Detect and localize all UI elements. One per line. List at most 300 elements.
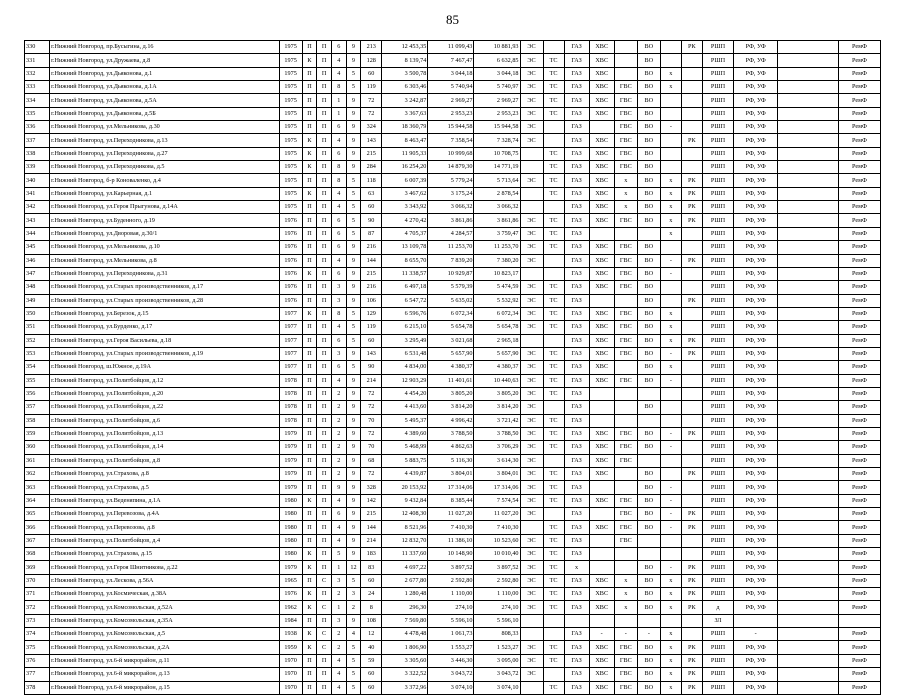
cell-floor-material: П: [317, 468, 332, 481]
cell-extra: [778, 654, 839, 667]
cell-floors: 9: [346, 281, 361, 294]
cell-wall-material: К: [302, 588, 317, 601]
cell-apartments: 12: [361, 628, 382, 641]
cell-address: г.Нижний Новгород, ул.Страхова, д.8: [50, 468, 279, 481]
cell-repair-fund: РемФ: [838, 321, 880, 334]
cell-hot-water: ГВС: [614, 654, 637, 667]
cell-row-number: 359: [25, 427, 50, 440]
cell-hot-water: ГВС: [614, 147, 637, 160]
cell-heat-supply: ТС: [543, 281, 564, 294]
cell-heat-supply: ТС: [543, 107, 564, 120]
cell-address: г.Нижний Новгород, ул.Дьяконова, д.1: [50, 67, 279, 80]
cell-residential-area: 3 044,18: [474, 67, 520, 80]
cell-gas: ГАЗ: [564, 454, 589, 467]
cell-entrances: 2: [331, 454, 346, 467]
cell-build-year: 1984: [279, 614, 302, 627]
cell-sewerage: ВО: [637, 468, 660, 481]
cell-cold-water: ХВС: [589, 654, 614, 667]
cell-extra: [778, 54, 839, 67]
cell-build-year: 1975: [279, 134, 302, 147]
cell-garbage-chute: [660, 387, 681, 400]
cell-heat-supply: ТС: [543, 468, 564, 481]
cell-sewerage: ВО: [637, 588, 660, 601]
table-row: [25, 81, 881, 94]
cell-sewerage: ВО: [637, 147, 660, 160]
cell-row-number: 373: [25, 614, 50, 627]
cell-sewerage: ВО: [637, 654, 660, 667]
cell-floor-material: П: [317, 588, 332, 601]
cell-roof: РШП: [702, 401, 733, 414]
cell-cold-water: [589, 414, 614, 427]
cell-facade: РФ, УФ: [734, 508, 778, 521]
cell-living-area: 274,10: [428, 601, 474, 614]
cell-garbage-chute: [660, 454, 681, 467]
cell-total-area: 4 705,37: [382, 227, 428, 240]
cell-wall-material: П: [302, 214, 317, 227]
cell-cold-water: ХВС: [589, 668, 614, 681]
cell-gas: ГАЗ: [564, 81, 589, 94]
cell-heat-supply: ТС: [543, 187, 564, 200]
cell-extra: [778, 561, 839, 574]
cell-floors: 4: [346, 628, 361, 641]
cell-garbage-chute: -: [660, 347, 681, 360]
cell-roof: РШП: [702, 294, 733, 307]
cell-apartments: 8: [361, 601, 382, 614]
cell-extra: [778, 628, 839, 641]
table-row: [25, 281, 881, 294]
cell-floor-material: П: [317, 481, 332, 494]
cell-garbage-chute: -: [660, 521, 681, 534]
cell-extra: [778, 521, 839, 534]
cell-electricity: [520, 681, 543, 694]
cell-apartments: 60: [361, 681, 382, 694]
cell-build-year: 1975: [279, 121, 302, 134]
cell-floors: 9: [346, 427, 361, 440]
cell-row-number: 376: [25, 654, 50, 667]
cell-address: г.Нижний Новгород, ул.Страхова, д.5: [50, 481, 279, 494]
cell-build-year: 1975: [279, 147, 302, 160]
cell-build-year: 1975: [279, 201, 302, 214]
cell-facade: РФ, УФ: [734, 187, 778, 200]
cell-cold-water: ХВС: [589, 81, 614, 94]
cell-residential-area: 3 095,00: [474, 654, 520, 667]
table-row: [25, 521, 881, 534]
cell-roof: РШП: [702, 334, 733, 347]
cell-sewerage: ВО: [637, 187, 660, 200]
cell-cold-water: [589, 227, 614, 240]
table-row: [25, 628, 881, 641]
cell-facade: РФ, УФ: [734, 561, 778, 574]
cell-cold-water: ХВС: [589, 187, 614, 200]
cell-sewerage: ВО: [637, 201, 660, 214]
cell-facade: РФ, УФ: [734, 668, 778, 681]
cell-total-area: 6 547,72: [382, 294, 428, 307]
cell-hot-water: ГВС: [614, 334, 637, 347]
cell-build-year: 1978: [279, 387, 302, 400]
cell-address: г.Нижний Новгород, ул.Мельникова, д.30: [50, 121, 279, 134]
cell-gas: ГАЗ: [564, 548, 589, 561]
cell-extra: [778, 414, 839, 427]
cell-entrances: 6: [331, 214, 346, 227]
cell-row-number: 333: [25, 81, 50, 94]
cell-repair-kind: РК: [681, 521, 702, 534]
cell-repair-kind: [681, 387, 702, 400]
cell-sewerage: ВО: [637, 401, 660, 414]
cell-heat-supply: [543, 668, 564, 681]
cell-hot-water: х: [614, 574, 637, 587]
cell-entrances: 4: [331, 187, 346, 200]
cell-apartments: 83: [361, 561, 382, 574]
cell-apartments: 213: [361, 41, 382, 54]
table-row: [25, 201, 881, 214]
table-row: [25, 494, 881, 507]
cell-electricity: ЭС: [520, 54, 543, 67]
cell-row-number: 334: [25, 94, 50, 107]
cell-entrances: 6: [331, 121, 346, 134]
cell-hot-water: ГВС: [614, 508, 637, 521]
cell-apartments: 215: [361, 147, 382, 160]
cell-roof: РШП: [702, 654, 733, 667]
cell-build-year: 1975: [279, 41, 302, 54]
cell-residential-area: 5 596,10: [474, 614, 520, 627]
cell-total-area: 6 215,10: [382, 321, 428, 334]
cell-address: г.Нижний Новгород, ул.Комсомольская, д.35А: [50, 614, 279, 627]
cell-gas: ГАЗ: [564, 321, 589, 334]
cell-entrances: 6: [331, 41, 346, 54]
cell-facade: РФ, УФ: [734, 521, 778, 534]
cell-wall-material: П: [302, 81, 317, 94]
cell-floors: 5: [346, 574, 361, 587]
cell-build-year: 1976: [279, 267, 302, 280]
cell-residential-area: 11 027,20: [474, 508, 520, 521]
cell-electricity: ЭС: [520, 321, 543, 334]
cell-floor-material: П: [317, 121, 332, 134]
cell-address: г.Нижний Новгород, ул.Березок, д.15: [50, 307, 279, 320]
cell-electricity: ЭС: [520, 468, 543, 481]
cell-cold-water: ХВС: [589, 94, 614, 107]
cell-repair-kind: РК: [681, 254, 702, 267]
cell-heat-supply: ТС: [543, 681, 564, 694]
cell-hot-water: ГВС: [614, 94, 637, 107]
cell-floor-material: П: [317, 201, 332, 214]
cell-floor-material: П: [317, 214, 332, 227]
cell-apartments: 328: [361, 481, 382, 494]
cell-wall-material: К: [302, 54, 317, 67]
cell-repair-fund: РемФ: [838, 41, 880, 54]
cell-floor-material: П: [317, 668, 332, 681]
cell-facade: РФ, УФ: [734, 294, 778, 307]
cell-wall-material: П: [302, 107, 317, 120]
cell-sewerage: ВО: [637, 601, 660, 614]
cell-gas: ГАЗ: [564, 508, 589, 521]
cell-wall-material: К: [302, 494, 317, 507]
cell-living-area: 6 072,34: [428, 307, 474, 320]
table-row: [25, 161, 881, 174]
cell-garbage-chute: х: [660, 574, 681, 587]
cell-roof: РШП: [702, 94, 733, 107]
cell-repair-kind: РК: [681, 347, 702, 360]
cell-cold-water: ХВС: [589, 374, 614, 387]
cell-facade: РФ, УФ: [734, 227, 778, 240]
cell-row-number: 369: [25, 561, 50, 574]
cell-repair-fund: РемФ: [838, 588, 880, 601]
cell-apartments: 284: [361, 161, 382, 174]
cell-total-area: 4 697,22: [382, 561, 428, 574]
cell-entrances: 2: [331, 588, 346, 601]
cell-sewerage: [637, 227, 660, 240]
table-row: [25, 361, 881, 374]
cell-residential-area: 2 965,18: [474, 334, 520, 347]
cell-garbage-chute: х: [660, 307, 681, 320]
cell-heat-supply: ТС: [543, 174, 564, 187]
cell-extra: [778, 134, 839, 147]
cell-repair-fund: РемФ: [838, 134, 880, 147]
cell-address: г.Нижний Новгород, ул.Старых производственников, д.17: [50, 281, 279, 294]
cell-floors: 9: [346, 387, 361, 400]
cell-row-number: 374: [25, 628, 50, 641]
cell-floor-material: П: [317, 147, 332, 160]
cell-wall-material: П: [302, 294, 317, 307]
cell-total-area: 3 322,52: [382, 668, 428, 681]
cell-address: г.Нижний Новгород, ул.6-й микрорайон, д.15: [50, 681, 279, 694]
cell-heat-supply: [543, 267, 564, 280]
cell-address: г.Нижний Новгород, ул.Карьерная, д.1: [50, 187, 279, 200]
cell-roof: РШП: [702, 321, 733, 334]
cell-address: г.Нижний Новгород, ул.Политбойцов, д.22: [50, 401, 279, 414]
cell-apartments: 72: [361, 401, 382, 414]
cell-floors: 9: [346, 161, 361, 174]
cell-facade: РФ, УФ: [734, 374, 778, 387]
cell-floor-material: П: [317, 281, 332, 294]
cell-residential-area: 5 657,90: [474, 347, 520, 360]
cell-floor-material: П: [317, 347, 332, 360]
cell-gas: ГАЗ: [564, 281, 589, 294]
table-row: [25, 508, 881, 521]
cell-entrances: 1: [331, 561, 346, 574]
cell-total-area: 20 153,92: [382, 481, 428, 494]
cell-wall-material: П: [302, 254, 317, 267]
cell-floor-material: П: [317, 134, 332, 147]
cell-sewerage: ВО: [637, 481, 660, 494]
cell-heat-supply: ТС: [543, 414, 564, 427]
cell-repair-kind: [681, 414, 702, 427]
cell-row-number: 330: [25, 41, 50, 54]
cell-extra: [778, 401, 839, 414]
cell-apartments: 216: [361, 281, 382, 294]
cell-floors: 9: [346, 107, 361, 120]
cell-entrances: 4: [331, 494, 346, 507]
cell-garbage-chute: -: [660, 374, 681, 387]
cell-living-area: 10 999,68: [428, 147, 474, 160]
cell-total-area: 12 453,35: [382, 41, 428, 54]
cell-total-area: 12 408,30: [382, 508, 428, 521]
cell-heat-supply: ТС: [543, 534, 564, 547]
cell-row-number: 372: [25, 601, 50, 614]
cell-electricity: ЭС: [520, 281, 543, 294]
cell-extra: [778, 161, 839, 174]
cell-address: г.Нижний Новгород, ул.Дворовая, д.30/1: [50, 227, 279, 240]
cell-total-area: 5 883,75: [382, 454, 428, 467]
cell-row-number: 356: [25, 387, 50, 400]
cell-apartments: 60: [361, 668, 382, 681]
cell-wall-material: П: [302, 654, 317, 667]
cell-sewerage: ВО: [637, 321, 660, 334]
cell-cold-water: [589, 534, 614, 547]
cell-extra: [778, 254, 839, 267]
cell-living-area: 3 805,20: [428, 387, 474, 400]
cell-heat-supply: ТС: [543, 161, 564, 174]
cell-cold-water: [589, 548, 614, 561]
cell-apartments: 60: [361, 201, 382, 214]
cell-roof: РШП: [702, 187, 733, 200]
cell-living-area: 2 592,80: [428, 574, 474, 587]
cell-electricity: ЭС: [520, 414, 543, 427]
cell-total-area: 8 463,47: [382, 134, 428, 147]
cell-row-number: 340: [25, 174, 50, 187]
cell-electricity: ЭС: [520, 41, 543, 54]
cell-apartments: 214: [361, 534, 382, 547]
cell-hot-water: ГВС: [614, 454, 637, 467]
cell-facade: РФ, УФ: [734, 334, 778, 347]
cell-row-number: 357: [25, 401, 50, 414]
cell-floors: 9: [346, 374, 361, 387]
cell-apartments: 108: [361, 614, 382, 627]
cell-wall-material: П: [302, 468, 317, 481]
cell-hot-water: х: [614, 174, 637, 187]
cell-facade: РФ, УФ: [734, 548, 778, 561]
cell-gas: ГАЗ: [564, 254, 589, 267]
cell-roof: РШП: [702, 81, 733, 94]
cell-residential-area: 3 805,20: [474, 387, 520, 400]
cell-electricity: ЭС: [520, 174, 543, 187]
cell-hot-water: ГВС: [614, 534, 637, 547]
cell-wall-material: П: [302, 67, 317, 80]
cell-entrances: 1: [331, 107, 346, 120]
cell-row-number: 360: [25, 441, 50, 454]
cell-floor-material: П: [317, 321, 332, 334]
cell-roof: РШП: [702, 681, 733, 694]
cell-address: г.Нижний Новгород, ул.Старых производственников, д.19: [50, 347, 279, 360]
cell-floor-material: П: [317, 427, 332, 440]
cell-heat-supply: [543, 628, 564, 641]
cell-hot-water: [614, 481, 637, 494]
cell-floors: 9: [346, 121, 361, 134]
cell-cold-water: [589, 401, 614, 414]
cell-floors: 9: [346, 534, 361, 547]
cell-hot-water: [614, 414, 637, 427]
cell-sewerage: ВО: [637, 267, 660, 280]
cell-cold-water: ХВС: [589, 307, 614, 320]
cell-extra: [778, 641, 839, 654]
cell-cold-water: ХВС: [589, 454, 614, 467]
cell-gas: ГАЗ: [564, 574, 589, 587]
cell-wall-material: П: [302, 427, 317, 440]
cell-heat-supply: ТС: [543, 81, 564, 94]
cell-cold-water: ХВС: [589, 67, 614, 80]
cell-electricity: ЭС: [520, 107, 543, 120]
cell-sewerage: ВО: [637, 241, 660, 254]
cell-entrances: 4: [331, 681, 346, 694]
cell-floors: 9: [346, 254, 361, 267]
cell-row-number: 344: [25, 227, 50, 240]
cell-living-area: 3 074,10: [428, 681, 474, 694]
cell-floors: 5: [346, 361, 361, 374]
cell-address: г.Нижний Новгород, пр.Бусыгина, д.16: [50, 41, 279, 54]
cell-electricity: ЭС: [520, 121, 543, 134]
cell-extra: [778, 67, 839, 80]
cell-sewerage: ВО: [637, 494, 660, 507]
cell-residential-area: 5 713,64: [474, 174, 520, 187]
cell-total-area: 3 242,87: [382, 94, 428, 107]
cell-roof: РШП: [702, 668, 733, 681]
cell-electricity: ЭС: [520, 588, 543, 601]
cell-hot-water: ГВС: [614, 281, 637, 294]
cell-repair-kind: [681, 534, 702, 547]
cell-row-number: 336: [25, 121, 50, 134]
cell-hot-water: ГВС: [614, 214, 637, 227]
cell-apartments: 143: [361, 347, 382, 360]
cell-cold-water: ХВС: [589, 107, 614, 120]
cell-electricity: [520, 201, 543, 214]
cell-cold-water: ХВС: [589, 601, 614, 614]
cell-entrances: 8: [331, 174, 346, 187]
cell-roof: РШП: [702, 54, 733, 67]
cell-apartments: 183: [361, 548, 382, 561]
cell-gas: ГАЗ: [564, 54, 589, 67]
cell-repair-kind: РК: [681, 41, 702, 54]
table-row: [25, 414, 881, 427]
cell-cold-water: ХВС: [589, 174, 614, 187]
cell-facade: РФ, УФ: [734, 267, 778, 280]
cell-repair-fund: РемФ: [838, 481, 880, 494]
cell-electricity: ЭС: [520, 227, 543, 240]
cell-garbage-chute: -: [660, 508, 681, 521]
cell-garbage-chute: х: [660, 628, 681, 641]
cell-entrances: 1: [331, 94, 346, 107]
table-row: [25, 681, 881, 694]
cell-sewerage: ВО: [637, 81, 660, 94]
cell-extra: [778, 107, 839, 120]
cell-gas: [564, 614, 589, 627]
cell-floors: 5: [346, 227, 361, 240]
cell-floors: 9: [346, 454, 361, 467]
cell-repair-fund: РемФ: [838, 601, 880, 614]
cell-entrances: 8: [331, 161, 346, 174]
cell-floors: 9: [346, 147, 361, 160]
cell-floors: 9: [346, 294, 361, 307]
cell-entrances: 4: [331, 521, 346, 534]
cell-electricity: [520, 161, 543, 174]
cell-total-area: 18 360,79: [382, 121, 428, 134]
cell-address: г.Нижний Новгород, ул.6-й микрорайон, д.13: [50, 668, 279, 681]
cell-residential-area: 7 574,54: [474, 494, 520, 507]
cell-heat-supply: ТС: [543, 241, 564, 254]
cell-wall-material: П: [302, 334, 317, 347]
cell-gas: ГАЗ: [564, 227, 589, 240]
cell-entrances: 4: [331, 668, 346, 681]
cell-floors: 5: [346, 174, 361, 187]
cell-entrances: 6: [331, 227, 346, 240]
cell-repair-kind: [681, 401, 702, 414]
cell-repair-kind: РК: [681, 681, 702, 694]
cell-roof: РШП: [702, 574, 733, 587]
cell-row-number: 367: [25, 534, 50, 547]
cell-facade: РФ, УФ: [734, 241, 778, 254]
cell-repair-fund: РемФ: [838, 387, 880, 400]
cell-electricity: ЭС: [520, 574, 543, 587]
cell-repair-kind: РК: [681, 588, 702, 601]
cell-gas: ГАЗ: [564, 534, 589, 547]
